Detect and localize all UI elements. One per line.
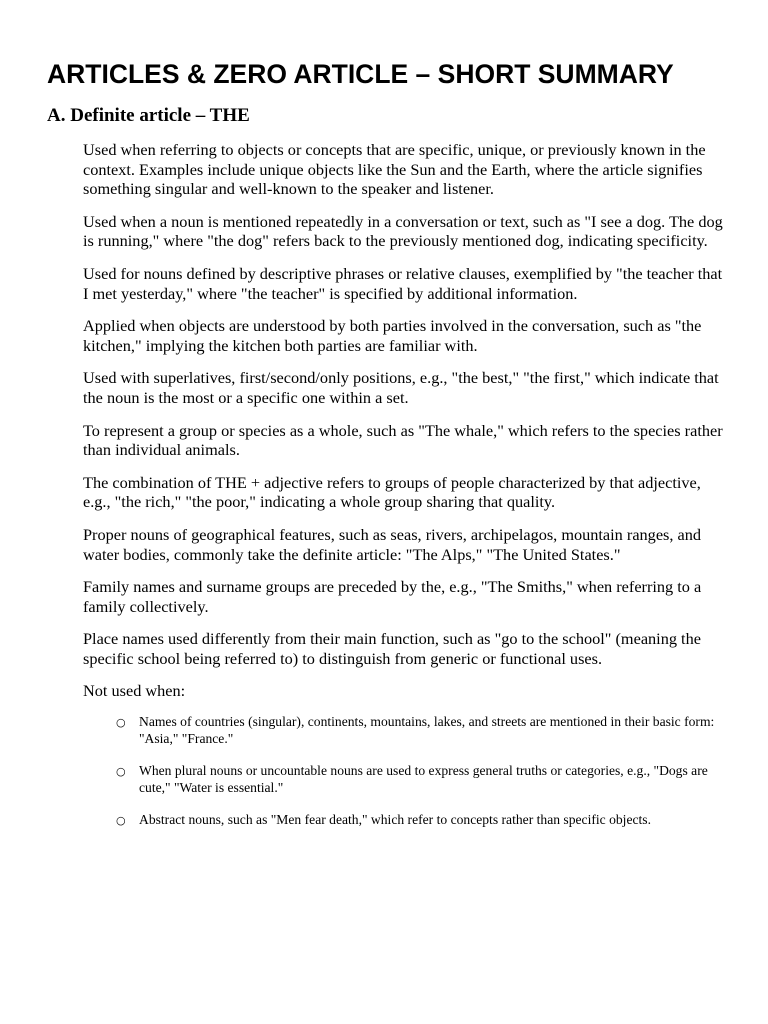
circle-bullet-icon: ○ — [116, 716, 126, 730]
not-used-list — [83, 713, 728, 828]
list-item — [83, 811, 728, 828]
paragraph-superlatives: Used with superlatives, first/second/only positions, e.g., "the best," "the first," which indicate that the noun is the most or a specific one within a set. — [83, 368, 719, 407]
document-title: ARTICLES & ZERO ARTICLE – SHORT SUMMARY — [47, 59, 674, 89]
list-item-text: When plural nouns or uncountable nouns are used to express general truths or categories, e.g., "Dogs are cute," "Water is essential." — [139, 762, 708, 796]
circle-bullet-icon: ○ — [116, 764, 126, 778]
paragraph-shared-knowledge: Applied when objects are understood by both parties involved in the conversation, such as "the kitchen," implying the kitchen both parties are familiar with. — [83, 316, 702, 355]
section-heading-definite-article: A. Definite article – THE — [47, 105, 250, 126]
list-item — [83, 762, 728, 797]
paragraph-place-names: Place names used differently from their main function, such as "go to the school" (meaning the specific school being referred to) to distinguish from generic or functional uses. — [83, 629, 701, 668]
paragraph-geographical-names: Proper nouns of geographical features, such as seas, rivers, archipelagos, mountain ranges, and water bodies, commonly take the definite article: "The Alps," "The United States." — [83, 524, 702, 564]
paragraph-defining-phrases: Used for nouns defined by descriptive phrases or relative clauses, exemplified by "the teacher that I met yesterday," where "the teacher" is specified by additional information. — [83, 263, 723, 303]
circle-bullet-icon: ○ — [116, 813, 126, 827]
paragraph-species: To represent a group or species as a whole, such as "The whale," which refers to the species rather than individual animals. — [83, 420, 723, 460]
list-item-text: Abstract nouns, such as "Men fear death," which refer to concepts rather than specific objects. — [139, 811, 651, 827]
section-body — [83, 140, 728, 842]
list-item-text: Names of countries (singular), continents, mountains, lakes, and streets are mentioned in their basic form: "Asia," "France." — [139, 714, 715, 747]
paragraph-repeated-mention: Used when a noun is mentioned repeatedly in a conversation or text, such as "I see a dog. The dog is running," where "the dog" refers back to the previously mentioned dog, indicating specificity. — [83, 211, 723, 251]
paragraph-the-adjective: The combination of THE + adjective refers to groups of people characterized by that adjective, e.g., "the rich," "the poor," indicating a whole group sharing that quality. — [83, 472, 701, 512]
paragraph-family-names: Family names and surname groups are preceded by the, e.g., "The Smiths," when referring to a family collectively. — [83, 577, 702, 616]
not-used-label: Not used when: — [83, 681, 186, 701]
paragraph-unique-objects: Used when referring to objects or concepts that are specific, unique, or previously known in the context. Examples include unique objects like the Sun and the Earth, where the article signifies something singular and well-known to the speaker and listener. — [83, 140, 706, 199]
list-item — [83, 713, 728, 748]
